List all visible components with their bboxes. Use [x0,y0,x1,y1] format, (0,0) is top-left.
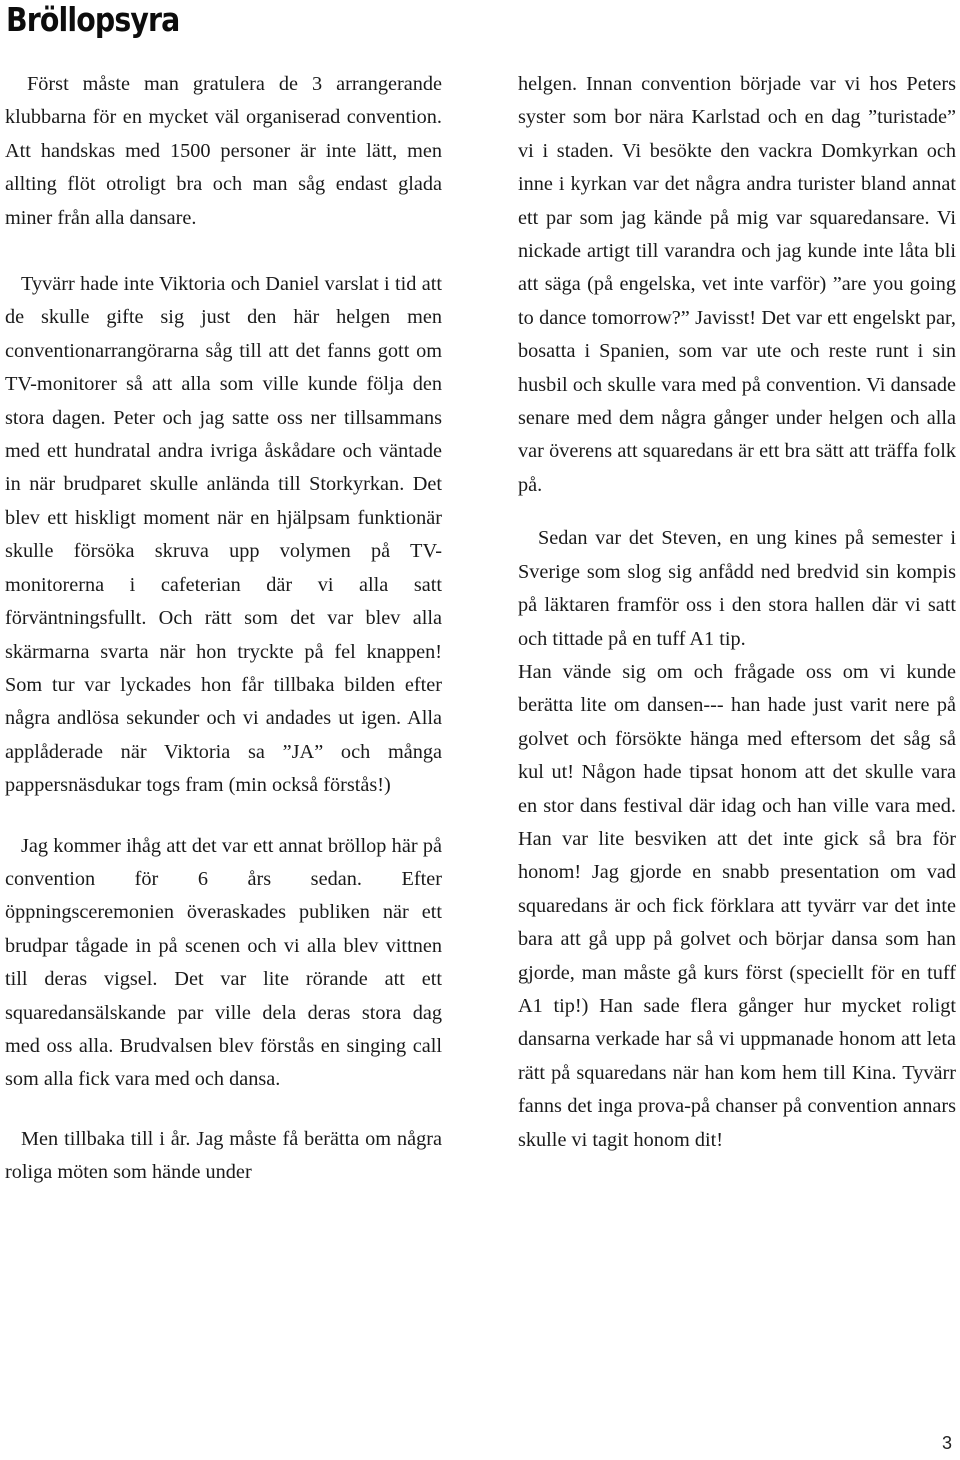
paragraph-steven-intro: Sedan var det Steven, en ung kines på semester i Sverige som slog sig anfådd ned bredvid sin kompis på läktaren framför oss i den stora hallen där vi satt och tittade på en tuff A1 tip. [518,527,956,650]
paragraph-congratulations: Först måste man gratulera de 3 arrangerande klubbarna för en mycket väl organiserad convention. Att handskas med 1500 personer är inte lätt, men allting flöt otroligt bra och man såg endast glada miner från alla dansare. [5,73,442,229]
paragraph-royal-wedding: Tyvärr hade inte Viktoria och Daniel varslat i tid att de skulle gifte sig just den här helgen men conventionarrangörarna såg till att det fanns gott om TV-monitorer så att alla som ville kunde följa den stora dagen. Peter och jag satte oss ner tillsammans med ett hundratal andra ivriga åskådare och väntade in när brudparet skulle anlända till Storkyrkan. Det blev ett hiskligt moment när en hjälpsam funktionär skulle försöka skruva upp volymen på TV- monitorerna i cafeterian där vi alla satt förväntningsfullt. Och rätt som det var blev alla skärmarna svarta när hon tryckte på fel knappen! Som tur var lyckades hon får tillbaka bilden efter några andlösa sekunder och vi andades ut igen. Alla applåderade när Viktoria sa ”JA” och många pappersnäsdukar togs fram (min också förstås!) [5,273,442,797]
paragraph-karlstad-visit: helgen. Innan convention började var vi hos Peters syster som bor nära Karlstad och en dag ”turistade” vi i staden. Vi besökte den vackra Domkyrkan och inne i kyrkan var det några andra turister bland annat ett par som jag kände på mig var squaredansare. Vi nickade artigt till varandra och jag kunde inte låta bli att säga (på engelska, vet inte varför) ”are you going to dance tomorrow?” Javisst! Det var ett engelskt par, bosatta i Spanien, som var ute och reste runt i sin husbil och skulle vara med på convention. Vi dansade senare med dem några gånger under helgen och alla var överens att squaredans är ett bra sätt att träffa folk på. [518,73,956,496]
right-column [518,68,956,1157]
page-title: Bröllopsyra [6,0,180,39]
paragraph-back-to-this-year: Men tillbaka till i år. Jag måste få berätta om några roliga möten som hände under [5,1127,442,1184]
paragraph-earlier-wedding: Jag kommer ihåg att det var ett annat bröllop här på convention för 6 års sedan. Efter öppningsceremonien överaskades publiken när ett brudpar tågade in på scenen och vi alla blev vittnen till deras vigsel. Det var lite rörande att ett squaredansälskande par ville dela deras stora dag med oss alla. Brudvalsen blev förstås en singing call som alla fick vara med och dansa. [5,834,442,1091]
left-column [5,68,442,1190]
page-number: 3 [941,1433,952,1453]
paragraph-steven-story: Han vände sig om och frågade oss om vi kunde berätta lite om dansen--- han hade just varit nere på golvet och försökte hänga med eftersom det såg så kul ut! Någon hade tipsat honom att det skulle vara en stor dans festival där idag och han ville vara med. Han var lite besviken att det inte gick så bra för honom! Jag gjorde en snabb presentation om vad squaredans är och fick förklara att tyvärr var det inte bara att gå upp på golvet och börjar dansa som han gjorde, man måste gå kurs först (speciellt för en tuff A1 tip!) Han sade flera gånger hur mycket roligt dansarna verkade har så vi uppmanade honom att leta rätt på squaredans när han kom hem till Kina. Tyvärr fanns det inga prova-på chanser på convention annars skulle vi tagit honom dit! [518,660,956,1151]
